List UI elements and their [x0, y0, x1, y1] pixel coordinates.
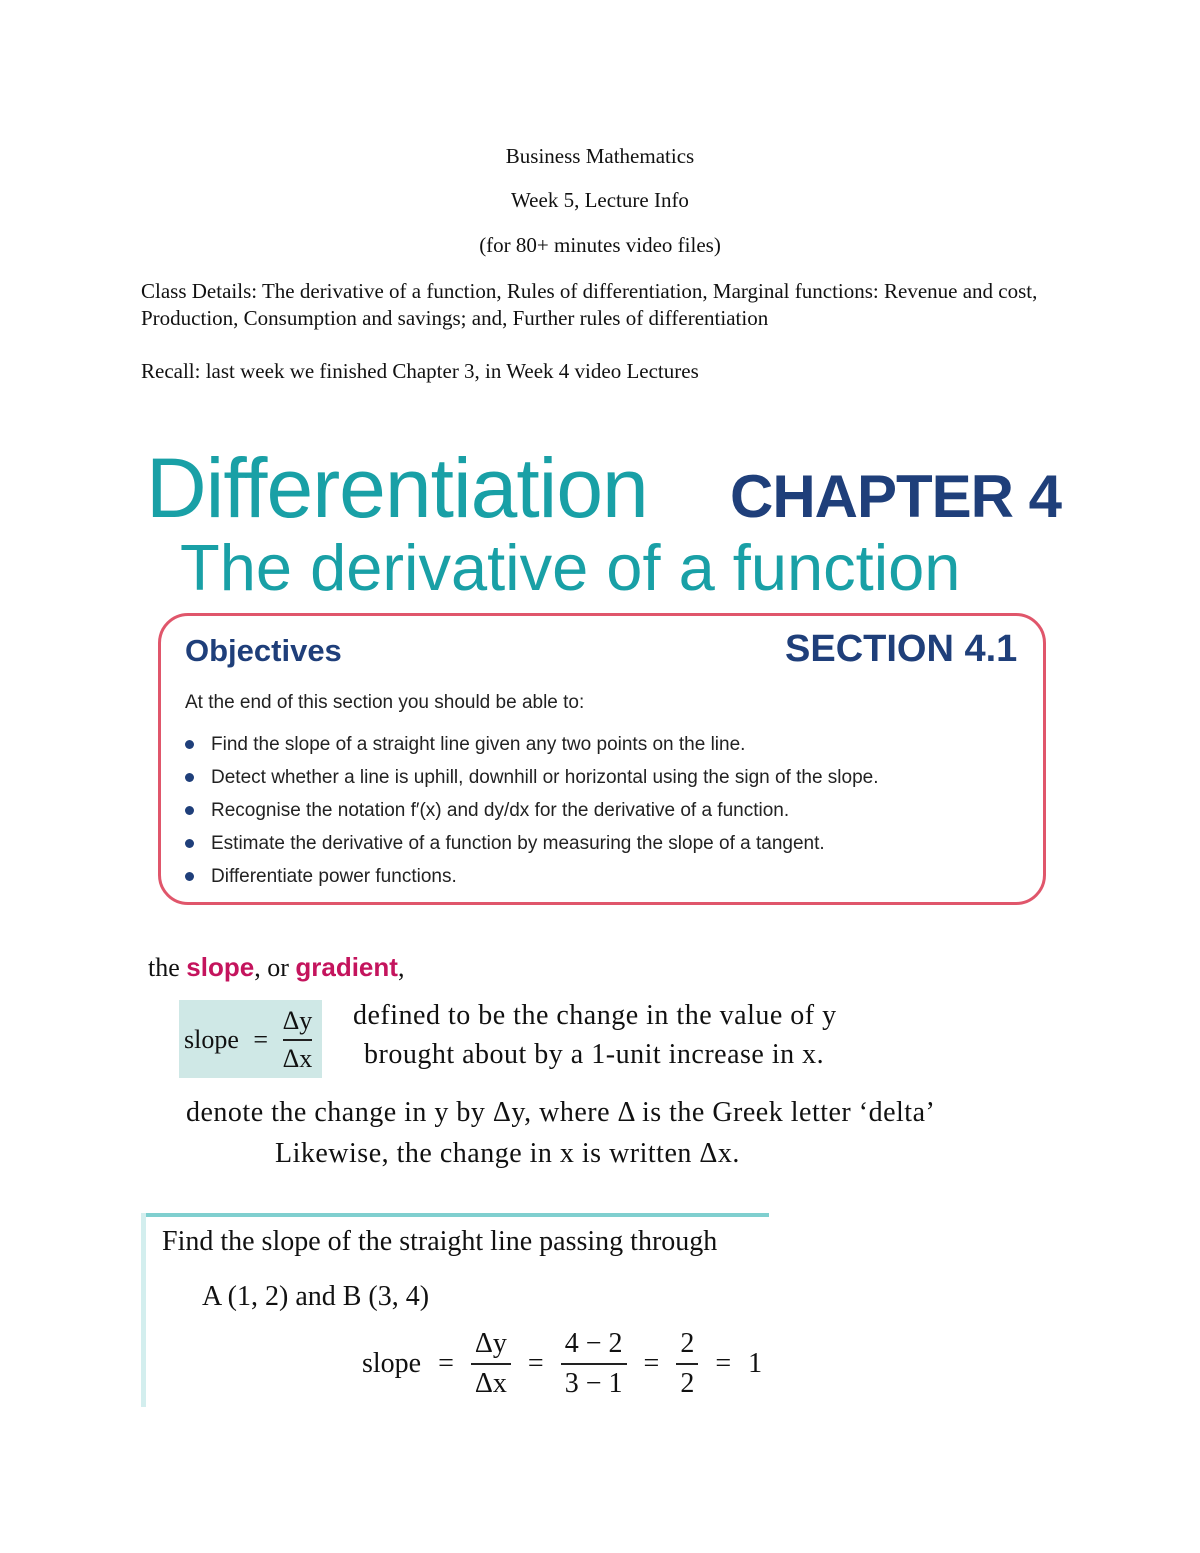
- chapter-subtitle: The derivative of a function: [180, 531, 961, 604]
- objective-item: Estimate the derivative of a function by measuring the slope of a tangent.: [185, 831, 879, 864]
- class-details: Class Details: The derivative of a function, Rules of differentiation, Marginal functions: Revenue and cost, Production, Consumption and savings; and, Further rules of differentiation: [141, 279, 1038, 330]
- delta-note-line2: Likewise, the change in x is written Δx.: [275, 1138, 740, 1169]
- fraction-simplified: $\frac{2}{2}$: [676, 1326, 698, 1402]
- slope-formula: slope = $\frac{\Delta y}{\Delta x}$: [184, 1004, 312, 1076]
- objectives-intro: At the end of this section you should be able to:: [185, 692, 585, 713]
- course-title: Business Mathematics: [505, 144, 695, 168]
- objective-item: Detect whether a line is uphill, downhill or horizontal using the sign of the slope.: [185, 765, 879, 798]
- slope-term: slope: [186, 952, 255, 982]
- section-label: SECTION 4.1: [785, 628, 1018, 670]
- example-left-rule: [141, 1213, 146, 1407]
- chapter-title: Differentiation: [146, 441, 648, 535]
- video-note: (for 80+ minutes video files): [479, 233, 721, 257]
- example-result: 1: [748, 1348, 763, 1379]
- objectives-heading: Objectives: [185, 633, 342, 668]
- bullet-icon: [185, 839, 194, 848]
- bullet-icon: [185, 740, 194, 749]
- objectives-list: [185, 732, 879, 897]
- bullet-icon: [185, 872, 194, 881]
- fraction-delta: $\frac{\Delta y}{\Delta x}$: [471, 1326, 511, 1402]
- objective-item: Recognise the notation f′(x) and dy/dx for the derivative of a function.: [185, 798, 879, 831]
- bullet-icon: [185, 806, 194, 815]
- chapter-label: CHAPTER 4: [730, 463, 1062, 530]
- example-formula: slope = $\frac{\Delta y}{\Delta x}$ = $\frac{4 - 2}{3 - 1}$ = $\frac{2}{2}$ = 1: [362, 1326, 762, 1402]
- slope-definition-line1: defined to be the change in the value of y: [353, 1000, 837, 1031]
- bullet-icon: [185, 773, 194, 782]
- objective-item: Find the slope of a straight line given any two points on the line.: [185, 732, 879, 765]
- slope-definition-line2: brought about by a 1-unit increase in x.: [364, 1039, 825, 1070]
- example-points: A (1, 2) and B (3, 4): [202, 1281, 430, 1312]
- fraction-values: $\frac{4 - 2}{3 - 1}$: [561, 1326, 627, 1402]
- slope-intro: the slope, or gradient,: [148, 952, 405, 982]
- delta-note-line1: denote the change in y by Δy, where Δ is the Greek letter ‘delta’: [186, 1097, 936, 1128]
- example-top-rule: [141, 1213, 769, 1217]
- gradient-term: gradient: [295, 952, 398, 982]
- example-question: Find the slope of the straight line passing through: [162, 1226, 718, 1257]
- week-title: Week 5, Lecture Info: [511, 188, 689, 212]
- objective-item: Differentiate power functions.: [185, 864, 879, 897]
- recall-text: Recall: last week we finished Chapter 3, in Week 4 video Lectures: [141, 359, 699, 383]
- slope-fraction: $\frac{\Delta y}{\Delta x}$: [282, 1006, 313, 1073]
